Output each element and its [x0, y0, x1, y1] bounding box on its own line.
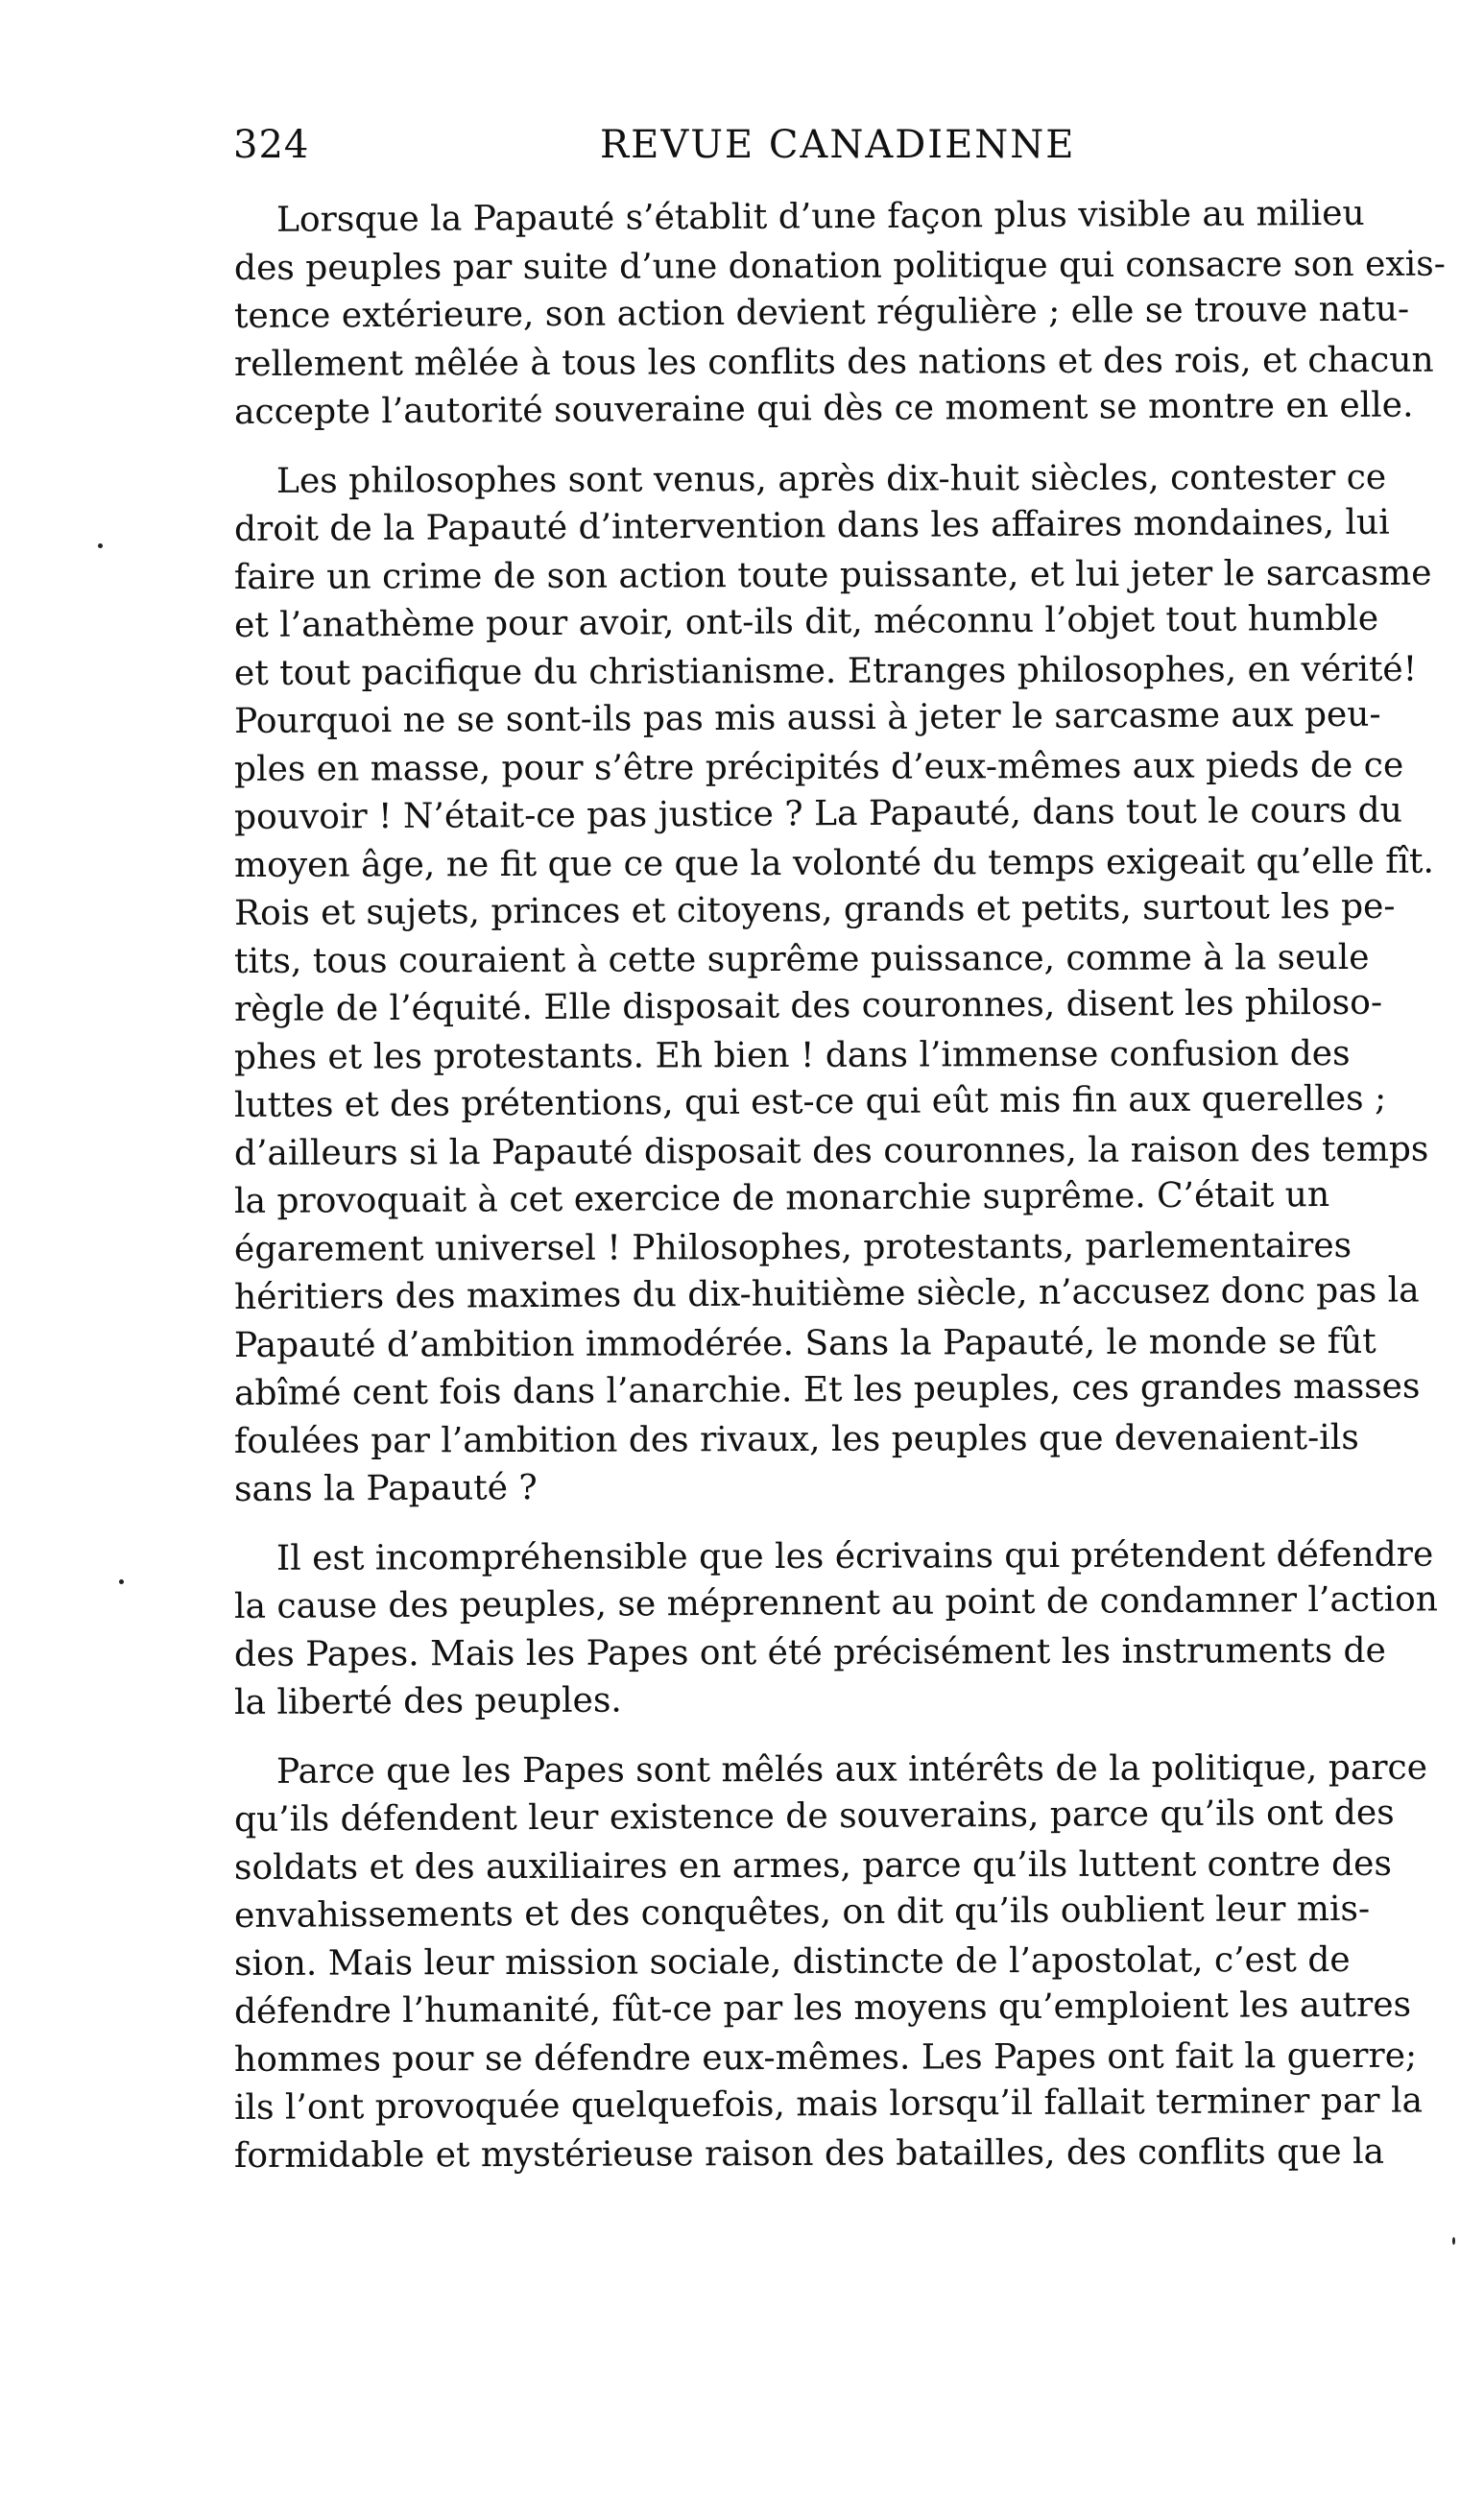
text-line: abîmé cent fois dans l’anarchie. Et les peuples, ces grandes masses: [233, 1366, 1421, 1413]
text-line: faire un crime de son action toute puissante, et lui jeter le sarcasme: [233, 553, 1432, 597]
text-line: Lorsque la Papauté s’établit d’une façon plus visible au milieu: [275, 193, 1365, 240]
text-line: moyen âge, ne fit que ce que la volonté du temps exigeait qu’elle fît.: [233, 841, 1434, 885]
text-line: foulées par l’ambition des rivaux, les peuples que devenaient-ils: [233, 1417, 1359, 1461]
text-line: Rois et sujets, princes et citoyens, grands et petits, surtout les pe-: [233, 886, 1396, 933]
text-line: droit de la Papauté d’intervention dans les affaires mondaines, lui: [233, 502, 1390, 549]
text-line: la liberté des peuples.: [233, 1680, 622, 1722]
text-line: phes et les protestants. Eh bien ! dans l’immense confusion des: [233, 1033, 1351, 1077]
text-line: hommes pour se défendre eux-mêmes. Les Papes ont fait la guerre;: [233, 2035, 1418, 2080]
text-line: tence extérieure, son action devient régulière ; elle se trouve natu-: [233, 289, 1410, 336]
text-line: rellement mêlée à tous les conflits des nations et des rois, et chacun: [233, 340, 1434, 384]
ink-speck: [98, 543, 103, 548]
text-line: ils l’ont provoquée quelquefois, mais lorsqu’il fallait terminer par la: [233, 2081, 1424, 2128]
running-title: REVUE CANADIENNE: [600, 123, 1076, 167]
text-line: pouvoir ! N’était-ce pas justice ? La Papauté, dans tout le cours du: [233, 790, 1402, 837]
text-line: luttes et des prétentions, qui est-ce qui eût mis fin aux querelles ;: [233, 1078, 1387, 1125]
text-line: Papauté d’ambition immodérée. Sans la Papauté, le monde se fût: [233, 1321, 1376, 1365]
text-line: Parce que les Papes sont mêlés aux intérêts de la politique, parce: [275, 1747, 1428, 1792]
text-line: envahissements et des conquêtes, on dit qu’ils oublient leur mis-: [233, 1889, 1371, 1936]
text-line: accepte l’autorité souveraine qui dès ce moment se montre en elle.: [233, 385, 1414, 432]
ink-speck: [119, 1579, 124, 1584]
text-line: soldats et des auxiliaires en armes, parce qu’ils luttent contre des: [233, 1843, 1392, 1888]
text-line: la provoquait à cet exercice de monarchie suprême. C’était un: [233, 1175, 1330, 1221]
text-line: héritiers des maximes du dix-huitième siècle, n’accusez donc pas la: [233, 1270, 1420, 1317]
text-line: Les philosophes sont venus, après dix-huit siècles, contester ce: [275, 457, 1387, 501]
text-line: Il est incompréhensible que les écrivains qui prétendent défendre: [275, 1534, 1434, 1578]
text-line: et l’anathème pour avoir, ont-ils dit, méconnu l’objet tout humble: [233, 598, 1379, 645]
text-line: sans la Papauté ?: [233, 1468, 538, 1509]
text-line: formidable et mystérieuse raison des batailles, des conflits que la: [233, 2131, 1385, 2176]
text-line: qu’ils défendent leur existence de souverains, parce qu’ils ont des: [233, 1793, 1395, 1840]
text-line: des Papes. Mais les Papes ont été précisément les instruments de: [233, 1630, 1386, 1674]
text-line: règle de l’équité. Elle disposait des couronnes, disent les philoso-: [233, 982, 1383, 1029]
text-line: ples en masse, pour s’être précipités d’eux-mêmes aux pieds de ce: [233, 745, 1404, 789]
text-line: sion. Mais leur mission sociale, distincte de l’apostolat, c’est de: [233, 1939, 1351, 1984]
text-line: et tout pacifique du christianisme. Etranges philosophes, en vérité!: [233, 649, 1418, 693]
text-line: des peuples par suite d’une donation politique qui consacre son exis-: [233, 244, 1446, 288]
text-line: défendre l’humanité, fût-ce par les moyens qu’emploient les autres: [233, 1985, 1412, 2032]
page-number: 324: [233, 123, 310, 167]
text-line: Pourquoi ne se sont-ils pas mis aussi à jeter le sarcasme aux peu-: [233, 694, 1381, 741]
text-line: égarement universel ! Philosophes, protestants, parlementaires: [233, 1225, 1352, 1269]
body-text: [233, 193, 1446, 2180]
text-line: la cause des peuples, se méprennent au point de condamner l’action: [233, 1579, 1439, 1626]
ink-speck: [1452, 2237, 1455, 2245]
text-line: tits, tous couraient à cette suprême puissance, comme à la seule: [233, 937, 1370, 981]
text-line: d’ailleurs si la Papauté disposait des couronnes, la raison des temps: [233, 1129, 1429, 1173]
